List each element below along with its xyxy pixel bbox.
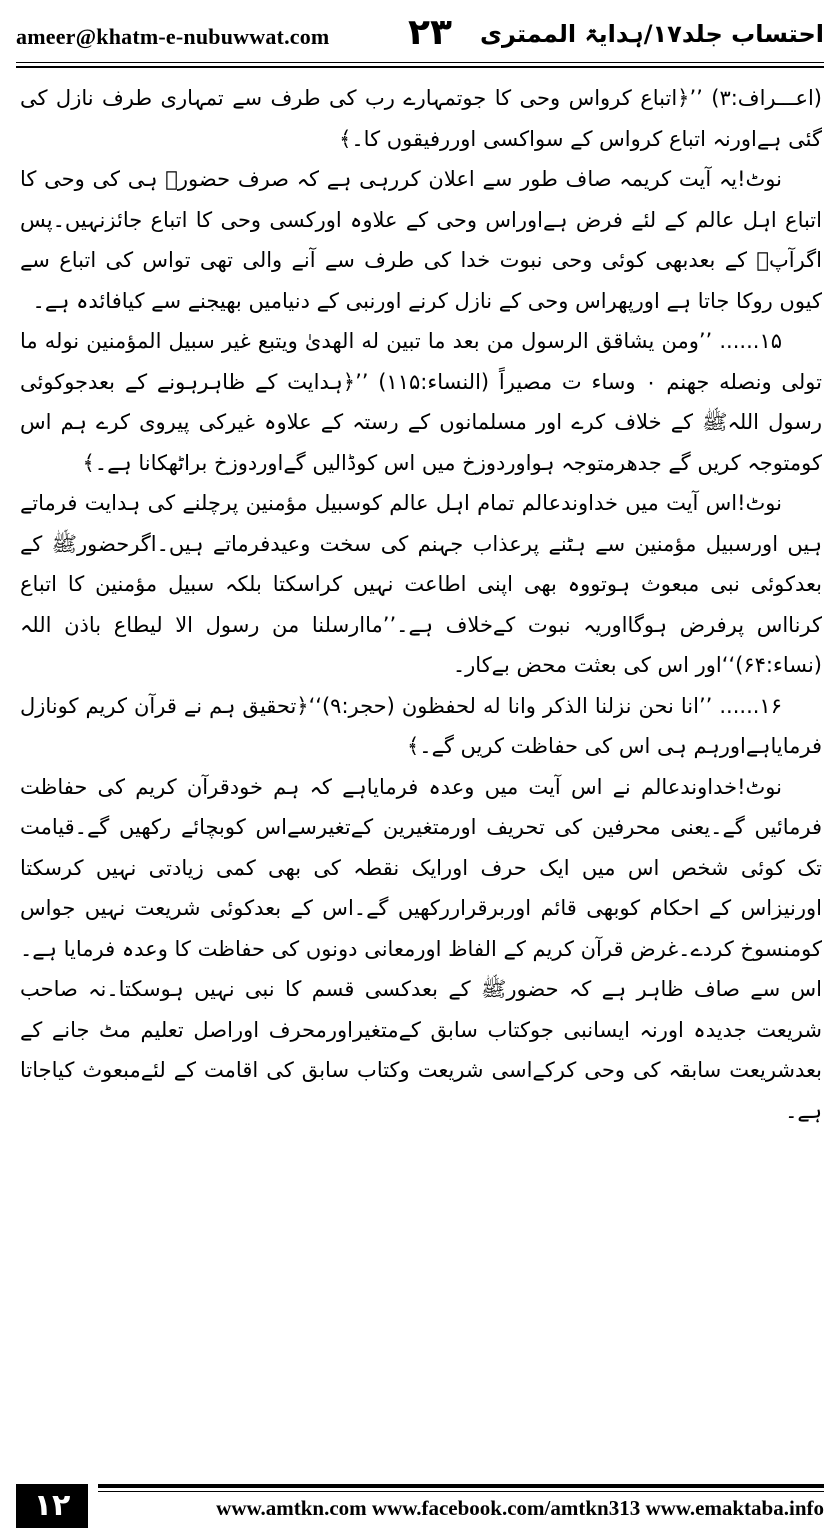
footer-rules — [98, 1484, 824, 1492]
paragraph-note-2: نوٹ!اس آیت میں خداوندعالم تمام اہل عالم کوسبیل مؤمنین پرچلنے کی ہدایت فرماتے ہیں اورسبیل مؤمنین سے ہٹنے پرعذاب جہنم کی سخت وعیدفرماتے ہیں۔اگرحضورﷺ کے بعدکوئی نبی مبعوث ہوتووہ بھی اپنی اطاعت نہیں کراسکتا بلکہ سبیل مؤمنین کا اتباع کرنااس پرفرض ہوگااوریہ نبوت کےخلاف ہے۔’’ماارسلنا من رسول الا لیطاع باذن اللہ (نساء:۶۴)‘‘اور اس کی بعثت محض بےکار۔ — [20, 491, 822, 677]
header-page-number: ۲۳ — [408, 12, 452, 53]
paragraph-verse-16: ۱۶...... ’’انا نحن نزلنا الذکر وانا له لحفظون (حجر:۹)‘‘﴿تحقیق ہم نے قرآن کریم کونازل فرمایاہےاورہم ہی اس کی حفاظت کریں گے۔﴾ — [20, 693, 822, 758]
header-rule-thick — [16, 66, 824, 68]
header-rule-thin — [16, 62, 824, 63]
page-body — [20, 78, 822, 1476]
paragraph-note-3: نوٹ!خداوندعالم نے اس آیت میں وعدہ فرمایاہے کہ ہم خودقرآن کریم کی حفاظت فرمائیں گے۔یعنی محرفین کی تحریف اورمتغیرین کےتغیرسےاس کوبچائے رکھیں گے۔قیامت تک کوئی شخص اس میں ایک حرف اورایک نقطہ کی بھی کمی زیادتی نہیں کرسکتا اورنیزاس کے احکام کوبھی قائم اوربرقراررکھیں گے۔اس کے بعدکوئی شریعت نہیں جواس کومنسوخ کردے۔غرض قرآن کریم کے الفاظ اورمعانی دونوں کی حفاظت کا وعدہ فرمایا ہے۔اس سے صاف ظاہر ہے کہ حضورﷺ کے بعدکسی قسم کا نبی نہیں ہوسکتا۔نہ صاحب شریعت جدیدہ اورنہ ایسانبی جوکتاب سابق کےمتغیراورمحرف اوراصل تعلیم مٹ جانے کے بعدشریعت سابقہ کی وحی کرکےاسی شریعت وکتاب سابق کی اقامت کے لئےمبعوث کیاجاتا ہے۔ — [20, 774, 822, 1123]
header-book-title: احتساب جلد۱۷/ہدایۃ الممتری — [480, 20, 824, 48]
footer-rule-thin — [98, 1491, 824, 1492]
footer-website-links: www.amtkn.com www.facebook.com/amtkn313 www.emaktaba.info — [216, 1496, 824, 1520]
paragraph-verse-15: ۱۵...... ’’ومن یشاقق الرسول من بعد ما تبین له الھدیٰ ویتبع غیر سبیل المؤمنین نوله ما تولی ونصله جھنم ۰ وساء ت مصیراً (النساء:۱۱۵) ’’﴿ہدایت کے ظاہرہونے کے بعدجوکوئی رسول اللہﷺ کے خلاف کرے اور مسلمانوں کے رستہ کے علاوہ غیرکی پیروی کرے ہم اس کومتوجہ کریں گے جدھرمتوجہ ہواوردوزخ میں اس کوڈالیں گےاوردوزخ براٹھکانا ہے۔﴾ — [20, 329, 822, 475]
paragraph-verse-araf: (اعـــراف:۳) ’’﴿اتباع کرواس وحی کا جوتمہارے رب کی طرف سے تمہاری طرف نازل کی گئی ہےاورنہ اتباع کرواس کے سواکسی اوررفیقوں کا۔﴾ — [20, 86, 822, 151]
header-email: ameer@khatm-e-nubuwwat.com — [16, 24, 330, 49]
paragraph-note-1: نوٹ!یہ آیت کریمہ صاف طور سے اعلان کررہی ہے کہ صرف حضورﷺ ہی کی وحی کا اتباع اہل عالم کے لئے فرض ہےاوراس وحی کے علاوہ اورکسی وحی کا اتباع جائزنہیں۔پس اگرآپؐ کے بعدبھی کوئی وحی نبوت خدا کی طرف سے آنے والی تھی تواس کی اتباع سے کیوں روکا جاتا ہے اورپھراس وحی کے نازل کرنے اورنبی کے دنیامیں بھیجنے سے کیافائدہ ہے۔ — [20, 167, 822, 313]
page-header — [16, 14, 824, 58]
footer-page-box: ۱۲ — [16, 1484, 88, 1528]
footer-rule-thick — [98, 1484, 824, 1488]
page-footer — [16, 1484, 824, 1528]
